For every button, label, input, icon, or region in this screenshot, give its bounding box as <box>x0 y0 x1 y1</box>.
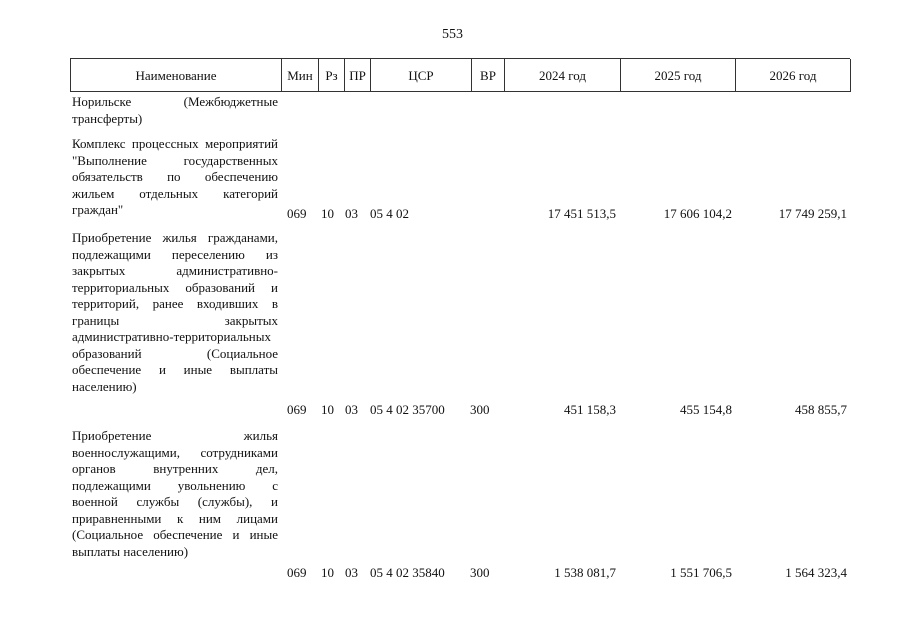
row-name: Норильске (Межбюджетные трансферты) <box>72 94 278 126</box>
row-pr: 03 <box>345 402 358 417</box>
header-rz: Рз <box>319 59 345 92</box>
row-2025: 455 154,8 <box>680 402 732 417</box>
header-2026: 2026 год <box>736 59 851 92</box>
row-rz: 10 <box>321 565 334 580</box>
row-min: 069 <box>287 565 307 580</box>
row-pr: 03 <box>345 565 358 580</box>
row-vr: 300 <box>470 402 490 417</box>
row-2024: 1 538 081,7 <box>554 565 616 580</box>
row-2025: 1 551 706,5 <box>670 565 732 580</box>
header-vr: ВР <box>472 59 505 92</box>
row-name: Комплекс процессных мероприятий "Выполнение государственных обязательств по обеспечению жильем отдельных категорий граждан" <box>72 136 278 217</box>
row-2025: 17 606 104,2 <box>663 206 732 221</box>
header-pr: ПР <box>345 59 371 92</box>
row-pr: 03 <box>345 206 358 221</box>
row-vr: 300 <box>470 565 490 580</box>
row-csr: 05 4 02 35700 <box>370 402 445 417</box>
header-2024: 2024 год <box>505 59 621 92</box>
row-2026: 458 855,7 <box>795 402 847 417</box>
header-csr: ЦСР <box>371 59 472 92</box>
row-2026: 17 749 259,1 <box>778 206 847 221</box>
row-rz: 10 <box>321 206 334 221</box>
row-csr: 05 4 02 <box>370 206 409 221</box>
row-rz: 10 <box>321 402 334 417</box>
row-2024: 451 158,3 <box>564 402 616 417</box>
row-name: Приобретение жилья гражданами, подлежащими переселению из закрытых административно-территориальных образований и территорий, ранее входивших в границы закрытых административно-территориальных образований (Социальное обеспечение и иные выплаты населению) <box>72 230 278 394</box>
row-2026: 1 564 323,4 <box>785 565 847 580</box>
header-name: Наименование <box>71 59 282 92</box>
row-min: 069 <box>287 402 307 417</box>
row-csr: 05 4 02 35840 <box>370 565 445 580</box>
row-2024: 17 451 513,5 <box>547 206 616 221</box>
table-header <box>70 58 850 92</box>
header-2025: 2025 год <box>621 59 736 92</box>
header-min: Мин <box>282 59 319 92</box>
row-min: 069 <box>287 206 307 221</box>
row-name: Приобретение жилья военнослужащими, сотрудниками органов внутренних дел, подлежащими увольнению с военной службы (службы), и приравненными к ним лицами (Социальное обеспечение и иные выплаты населению) <box>72 428 278 559</box>
page-number: 553 <box>442 27 463 42</box>
